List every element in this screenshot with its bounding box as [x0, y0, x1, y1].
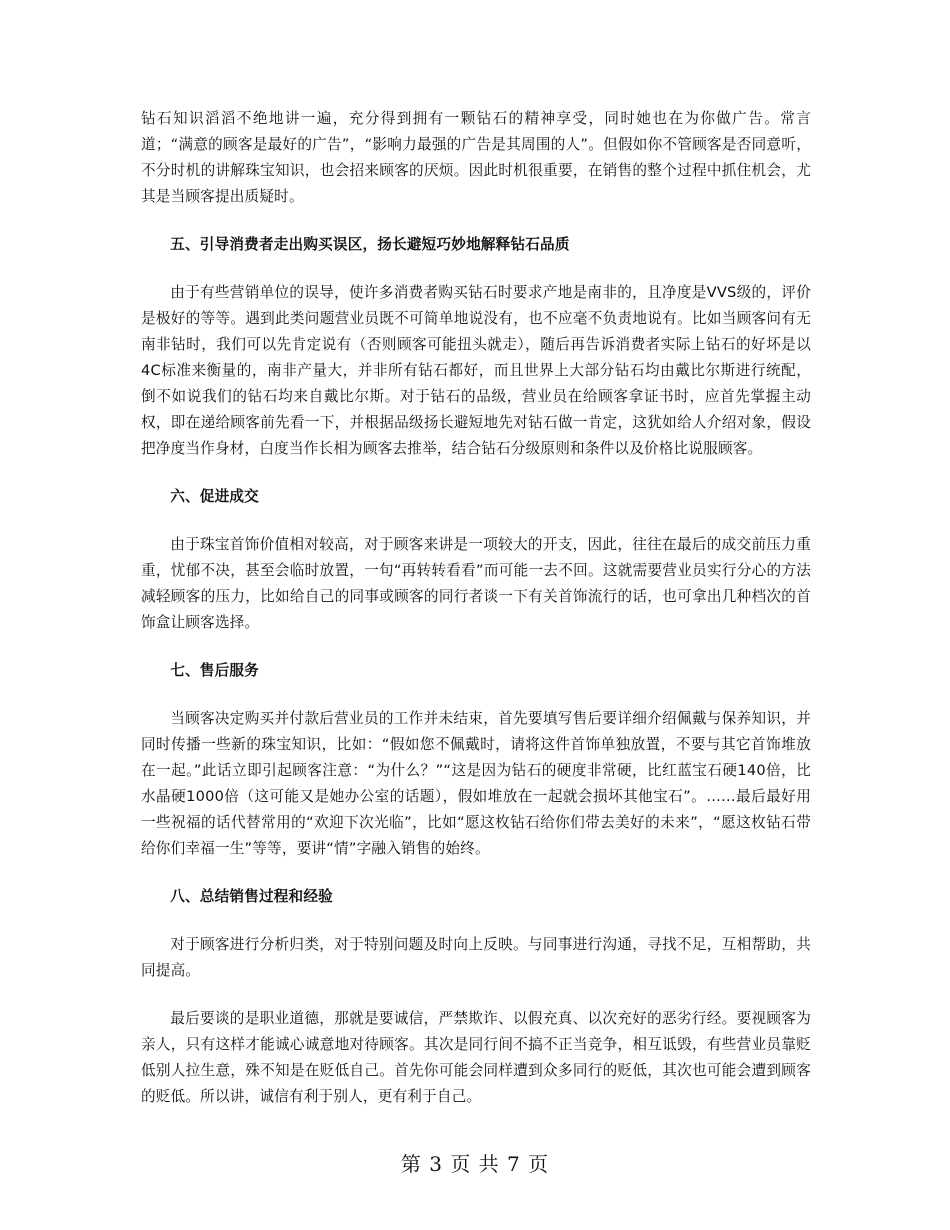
paragraph-section-5: 由于有些营销单位的误导，使许多消费者购买钻石时要求产地是南非的，且净度是VVS级的，评价是极好的等等。遇到此类问题营业员既不可简单地说没有，也不应毫不负责地说有。比如当顾客问有无南非钻时，我们可以先肯定说有（否则顾客可能扭头就走），随后再告诉消费者实际上钻石的好坏是以4C标准来衡量的，南非产量大，并非所有钻石都好，而且世界上大部分钻石均由戴比尔斯进行统配，倒不如说我们的钻石均来自戴比尔斯。对于钻石的品级，营业员在给顾客拿证书时，应首先掌握主动权，即在递给顾客前先看一下，并根据品级扬长避短地先对钻石做一肯定，这犹如给人介绍对象，假设把净度当作身材，白度当作长相为顾客去推举，结合钻石分级原则和条件以及价格比说服顾客。: [141, 284, 811, 457]
paragraph-section-8a: 对于顾客进行分析归类，对于特别问题及时向上反映。与同事进行沟通，寻找不足，互相帮助，共同提高。: [141, 936, 811, 979]
paragraph-section-8b: 最后要谈的是职业道德，那就是要诚信，严禁欺诈、以假充真、以次充好的恶劣行经。要视顾客为亲人，只有这样才能诚心诚意地对待顾客。其次是同行间不搞不正当竞争，相互诋毁，有些营业员靠贬低别人拉生意，殊不知是在贬低自己。首先你可能会同样遭到众多同行的贬低，其次也可能会遭到顾客的贬低。所以讲，诚信有利于别人，更有利于自己。: [141, 1010, 811, 1105]
page-number-footer: 第 3 页 共 7 页: [400, 1152, 550, 1176]
paragraph-section-7: 当顾客决定购买并付款后营业员的工作并未结束，首先要填写售后要详细介绍佩戴与保养知识，并同时传播一些新的珠宝知识，比如：“假如您不佩戴时，请将这件首饰单独放置，不要与其它首饰堆放在一起。”此话立即引起顾客注意：“为什么？”“这是因为钻石的硬度非常硬，比红蓝宝石硬140倍，比水晶硬1000倍（这可能又是她办公室的话题），假如堆放在一起就会损坏其他宝石”。……最后最好用一些祝福的话代替常用的“欢迎下次光临”，比如“愿这枚钻石给你们带去美好的未来”，“愿这枚钻石带给你们幸福一生”等等，要讲“情”字融入销售的始终。: [141, 710, 811, 857]
paragraph-section-6: 由于珠宝首饰价值相对较高，对于顾客来讲是一项较大的开支，因此，往往在最后的成交前压力重重，忧郁不决，甚至会临时放置，一句“再转转看看”而可能一去不回。这就需要营业员实行分心的方法减轻顾客的压力，比如给自己的同事或顾客的同行者谈一下有关首饰流行的话，也可拿出几种档次的首饰盒让顾客选择。: [141, 536, 811, 631]
section-heading-8: 八、总结销售过程和经验: [170, 888, 333, 905]
section-heading-7: 七、售后服务: [170, 662, 259, 679]
document-body: [141, 106, 811, 1132]
paragraph-continued: 钻石知识滔滔不绝地讲一遍，充分得到拥有一颗钻石的精神享受，同时她也在为你做广告。常言道；“满意的顾客是最好的广告”，“影响力最强的广告是其周围的人”。但假如你不管顾客是否同意听，不分时机的讲解珠宝知识，也会招来顾客的厌烦。因此时机很重要，在销售的整个过程中抓住机会，尤其是当顾客提出质疑时。: [141, 110, 811, 205]
section-heading-5: 五、引导消费者走出购买误区，扬长避短巧妙地解释钻石品质: [170, 236, 570, 253]
section-heading-6: 六、促进成交: [170, 488, 259, 505]
